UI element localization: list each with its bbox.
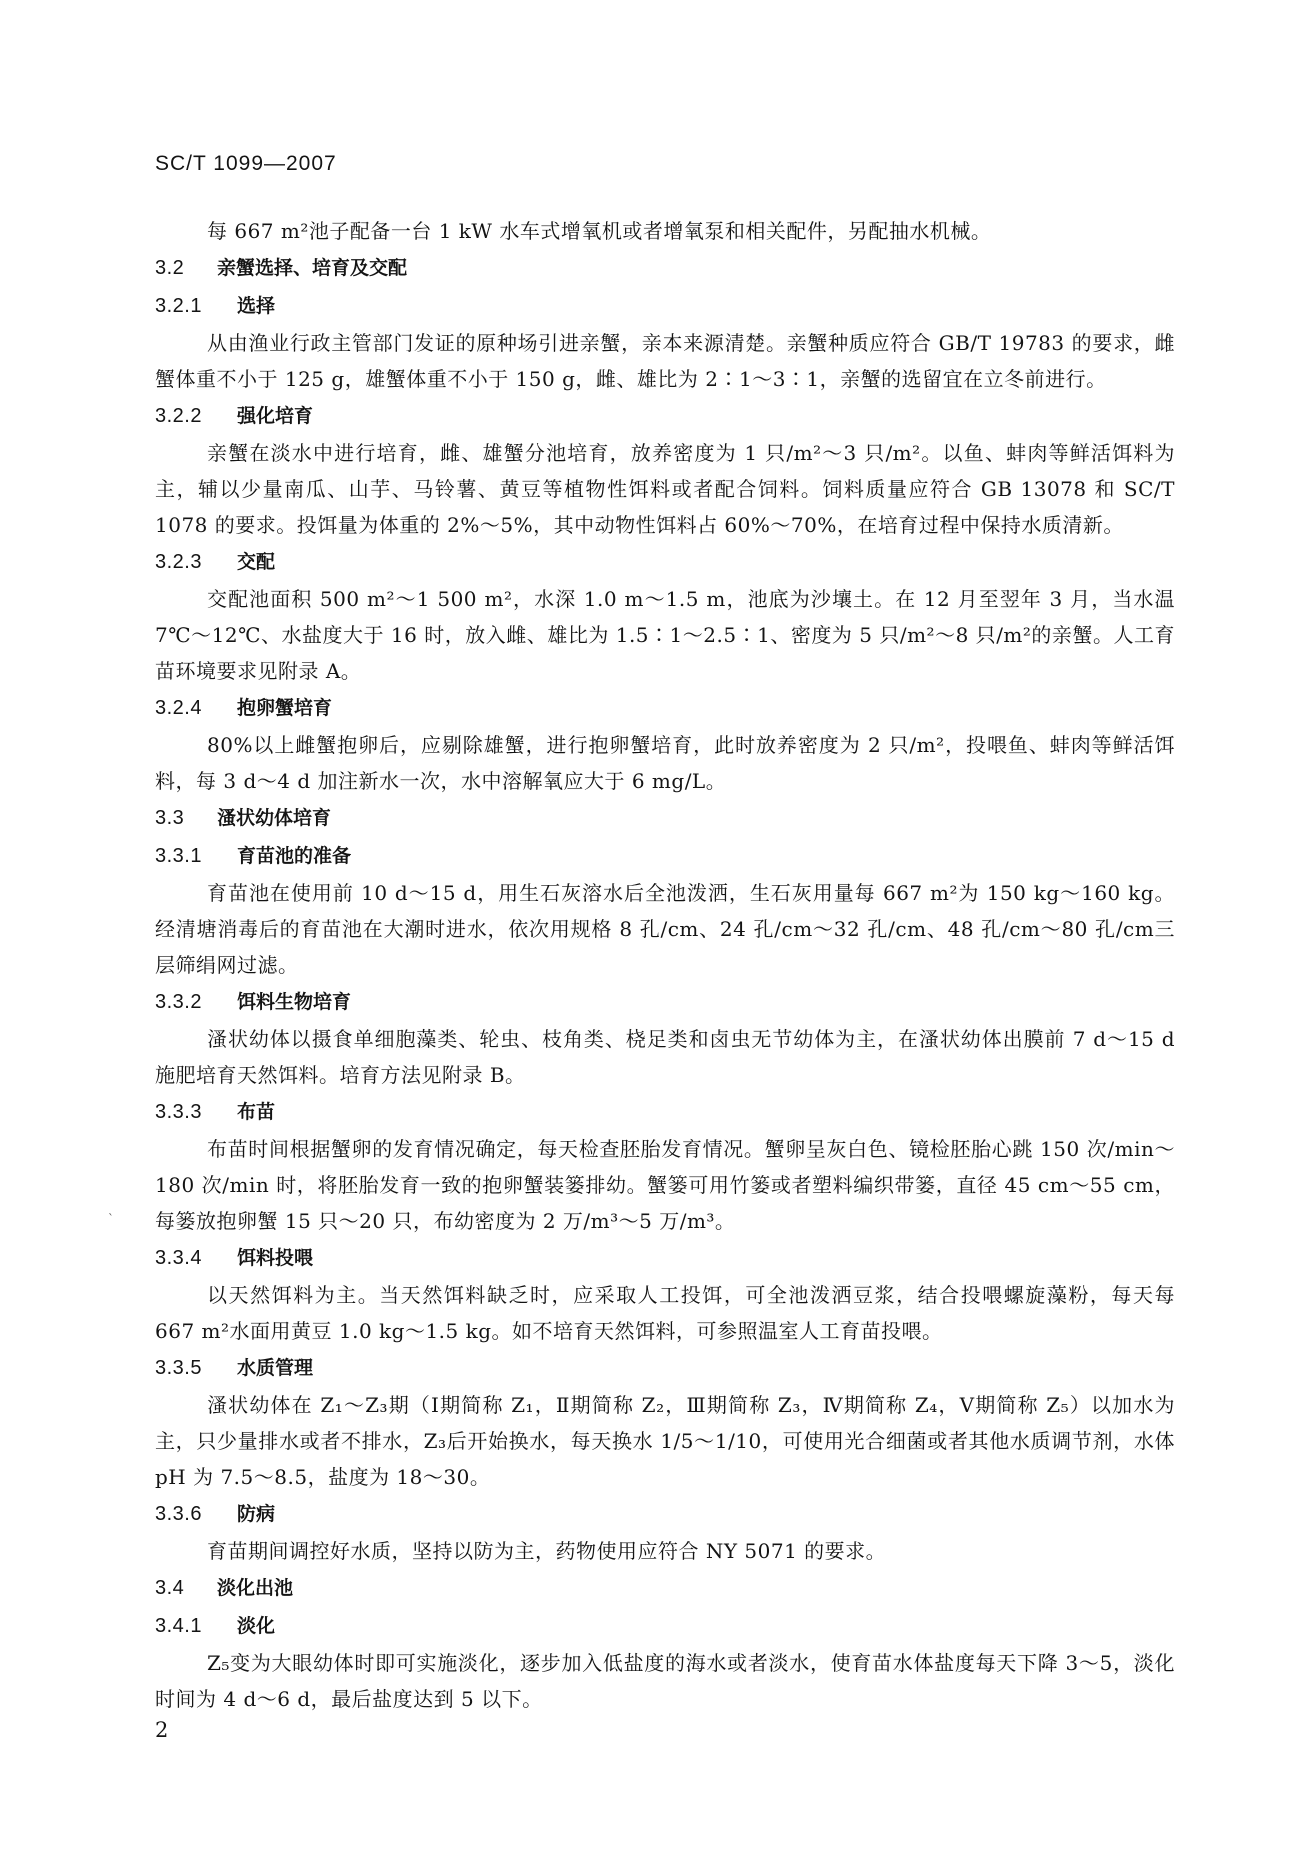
paragraph: 溞状幼体以摄食单细胞藻类、轮虫、枝角类、桡足类和卤虫无节幼体为主，在溞状幼体出膜前 7 d～15 d 施肥培育天然饵料。培育方法见附录 B。 [155,1027,1175,1087]
subsection-heading: 3.2.3 交配 [155,551,276,573]
subsection-heading: 3.2.4 抱卵蟹培育 [155,697,333,719]
subsection-heading: 3.4.1 淡化 [155,1615,276,1637]
paragraph: 亲蟹在淡水中进行培育，雌、雄蟹分池培育，放养密度为 1 只/m²～3 只/m²。以鱼、蚌肉等鲜活饵料为主，辅以少量南瓜、山芋、马铃薯、黄豆等植物性饵料或者配合饲料。饲料质量应符合 GB 13078 和 SC/T 1078 的要求。投饵量为体重的 2%～5%，其中动物性饵料占 60%～70%，在培育过程中保持水质清新。 [155,441,1175,537]
document-body [155,213,1175,1717]
paragraph: 每 667 m²池子配备一台 1 kW 水车式增氧机或者增氧泵和相关配件，另配抽水机械。 [207,219,992,243]
subsection-heading: 3.3.2 饵料生物培育 [155,991,352,1013]
section-heading: 3.2 亲蟹选择、培育及交配 [155,257,408,279]
scan-mark: ˋ [108,1212,114,1226]
paragraph: 从由渔业行政主管部门发证的原种场引进亲蟹，亲本来源清楚。亲蟹种质应符合 GB/T 19783 的要求，雌蟹体重不小于 125 g，雄蟹体重不小于 150 g，雌、雄比为 2∶1～3∶1，亲蟹的选留宜在立冬前进行。 [155,331,1175,391]
paragraph: 交配池面积 500 m²～1 500 m²，水深 1.0 m～1.5 m，池底为沙壤土。在 12 月至翌年 3 月，当水温 7℃～12℃、水盐度大于 16 时，放入雌、雄比为 1.5∶1～2.5∶1、密度为 5 只/m²～8 只/m²的亲蟹。人工育苗环境要求见附录 A。 [155,587,1175,683]
subsection-heading: 3.2.2 强化培育 [155,405,314,427]
page-number: 2 [155,1718,169,1742]
paragraph: 以天然饵料为主。当天然饵料缺乏时，应采取人工投饵，可全池泼洒豆浆，结合投喂螺旋藻粉，每天每 667 m²水面用黄豆 1.0 kg～1.5 kg。如不培育天然饵料，可参照温室人工育苗投喂。 [155,1283,1175,1343]
subsection-heading: 3.2.1 选择 [155,295,276,317]
paragraph: Z₅变为大眼幼体时即可实施淡化，逐步加入低盐度的海水或者淡水，使育苗水体盐度每天下降 3～5，淡化时间为 4 d～6 d，最后盐度达到 5 以下。 [155,1651,1175,1711]
standard-code: SC/T 1099—2007 [155,152,337,175]
paragraph: 布苗时间根据蟹卵的发育情况确定，每天检查胚胎发育情况。蟹卵呈灰白色、镜检胚胎心跳 150 次/min～180 次/min 时，将胚胎发育一致的抱卵蟹装篓排幼。蟹篓可用竹篓或者塑料编织带篓，直径 45 cm～55 cm，每篓放抱卵蟹 15 只～20 只，布幼密度为 2 万/m³～5 万/m³。 [155,1137,1175,1233]
subsection-heading: 3.3.3 布苗 [155,1101,276,1123]
subsection-heading: 3.3.6 防病 [155,1503,276,1525]
section-heading: 3.4 淡化出池 [155,1577,294,1599]
paragraph: 80%以上雌蟹抱卵后，应剔除雄蟹，进行抱卵蟹培育，此时放养密度为 2 只/m²，投喂鱼、蚌肉等鲜活饵料，每 3 d～4 d 加注新水一次，水中溶解氧应大于 6 mg/L。 [155,733,1175,793]
section-heading: 3.3 溞状幼体培育 [155,807,332,829]
subsection-heading: 3.3.5 水质管理 [155,1357,314,1379]
subsection-heading: 3.3.1 育苗池的准备 [155,845,352,867]
paragraph: 育苗期间调控好水质，坚持以防为主，药物使用应符合 NY 5071 的要求。 [207,1539,887,1563]
paragraph: 育苗池在使用前 10 d～15 d，用生石灰溶水后全池泼洒，生石灰用量每 667 m²为 150 kg～160 kg。经清塘消毒后的育苗池在大潮时进水，依次用规格 8 孔/cm、24 孔/cm～32 孔/cm、48 孔/cm～80 孔/cm三层筛绢网过滤。 [155,881,1175,977]
paragraph: 溞状幼体在 Z₁～Z₃期（Ⅰ期简称 Z₁，Ⅱ期简称 Z₂，Ⅲ期简称 Z₃，Ⅳ期简称 Z₄，Ⅴ期简称 Z₅）以加水为主，只少量排水或者不排水，Z₃后开始换水，每天换水 1/5～1/10，可使用光合细菌或者其他水质调节剂，水体 pH 为 7.5～8.5，盐度为 18～30。 [155,1393,1175,1489]
subsection-heading: 3.3.4 饵料投喂 [155,1247,314,1269]
